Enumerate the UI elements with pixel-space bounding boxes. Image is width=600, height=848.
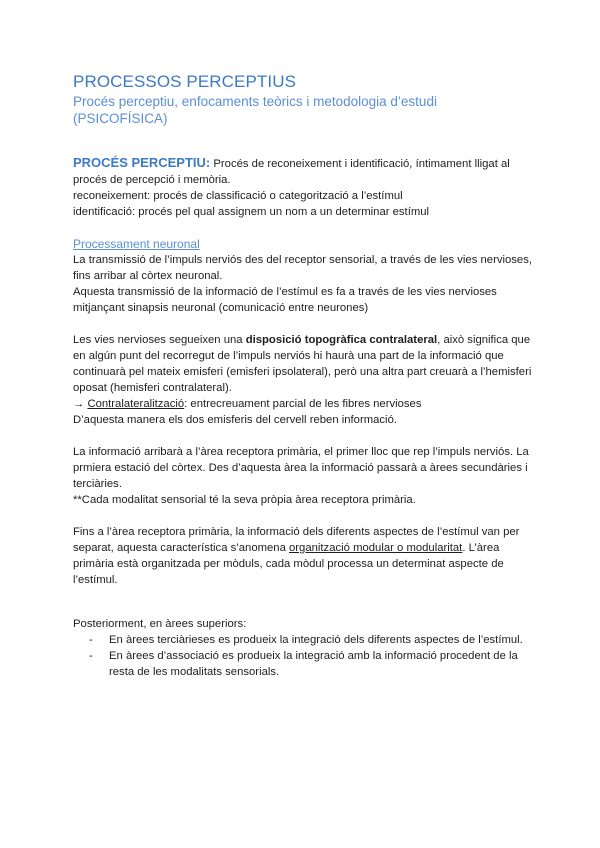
spacer: [73, 220, 533, 236]
spacer: [73, 588, 533, 616]
bold-term: disposició topogràfica contralateral: [245, 334, 438, 346]
paragraph-superior-areas: Posteriorment, en àrees superiors:: [73, 618, 247, 630]
list-item: [73, 632, 533, 648]
intro-identification: identificació: procés pel qual assignem un nom a un determinar estímul: [73, 206, 430, 218]
text-span: , això significa que en algún punt del recorregut de l’impuls nerviós hi haurà una part de la informació que continuarà pel mateix emisferi (emisferi ipsolateral), però una altra part creuarà a l’hemisferi oposat (hemisferi contralateral).: [73, 334, 532, 394]
spacer: [73, 127, 533, 155]
paragraph-note: **Cada modalitat sensorial té la seva pròpia àrea receptora primària.: [73, 494, 416, 506]
text-span: : entrecreuament parcial de les fibres nervioses: [184, 398, 422, 410]
text-span: Les vies nervioses segueixen una: [73, 334, 246, 346]
intro-block: [73, 155, 533, 220]
paragraph-transmission: La transmissió de l’impuls nerviós des del receptor sensorial, a través de les vies nervioses, fins arribar al còrtex neuronal.: [73, 254, 532, 282]
section-body: [73, 252, 533, 680]
text-span: . L’àrea primària està organitzada per mòduls, cada mòdul processa un determinat aspecte de l’estímul.: [73, 542, 504, 586]
spacer: [73, 428, 533, 444]
text-span: Fins a l’àrea receptora primària, la informació dels diferents aspectes de l’estímul van per separat, aquesta característica s’anomena: [73, 526, 520, 554]
paragraph-contralateral-definition: [73, 396, 533, 412]
spacer: [73, 508, 533, 524]
paragraph-synapsis: Aquesta transmissió de la informació de l’estímul es fa a través de les vies nervioses mitjançant sinapsis neuronal (comunicació entre neurones): [73, 286, 497, 314]
paragraph-primary-area: La informació arribarà a l’àrea receptora primària, el primer lloc que rep l’impuls nerviós. La prmiera estació del còrtex. Des d’aquesta àrea la informació passarà a àrees secundàries i terciàries.: [73, 446, 529, 490]
document-page: [73, 72, 533, 680]
paragraph-topographic: [73, 332, 533, 396]
paragraph-hemispheres: D’aquesta manera els dos emisferis del cervell reben informació.: [73, 414, 397, 426]
underlined-term: Contralateralització: [87, 398, 185, 410]
intro-lead: PROCÉS PERCEPTIU:: [73, 155, 211, 170]
paragraph-modularity: [73, 524, 533, 588]
spacer: [73, 316, 533, 332]
section-heading: Processament neuronal: [73, 237, 200, 251]
intro-definition: [73, 155, 533, 188]
list-item-text: En àrees d’associació es produeix la integració amb la informació procedent de la resta de les modalitats sensorials.: [109, 650, 518, 678]
document-subtitle: Procés perceptiu, enfocaments teòrics i metodologia d’estudi (PSICOFÍSICA): [73, 94, 437, 126]
arrow-icon: →: [73, 398, 88, 410]
intro-recognition: reconeixement: procés de classificació o categorització a l’estímul: [73, 190, 403, 202]
dash-bullet-icon: -: [89, 634, 93, 646]
list-item-text: En àrees terciàrieses es produeix la integració dels diferents aspectes de l’estímul.: [109, 634, 523, 646]
document-title: PROCESSOS PERCEPTIUS: [73, 72, 297, 91]
list-item: [73, 648, 533, 680]
areas-list: [73, 632, 533, 680]
underlined-term: organització modular o modularitat: [289, 542, 463, 554]
dash-bullet-icon: -: [89, 650, 93, 662]
intro-lead-text: Procés de reconeixement i identificació, íntimament lligat al procés de percepció i memòria.: [73, 158, 510, 186]
